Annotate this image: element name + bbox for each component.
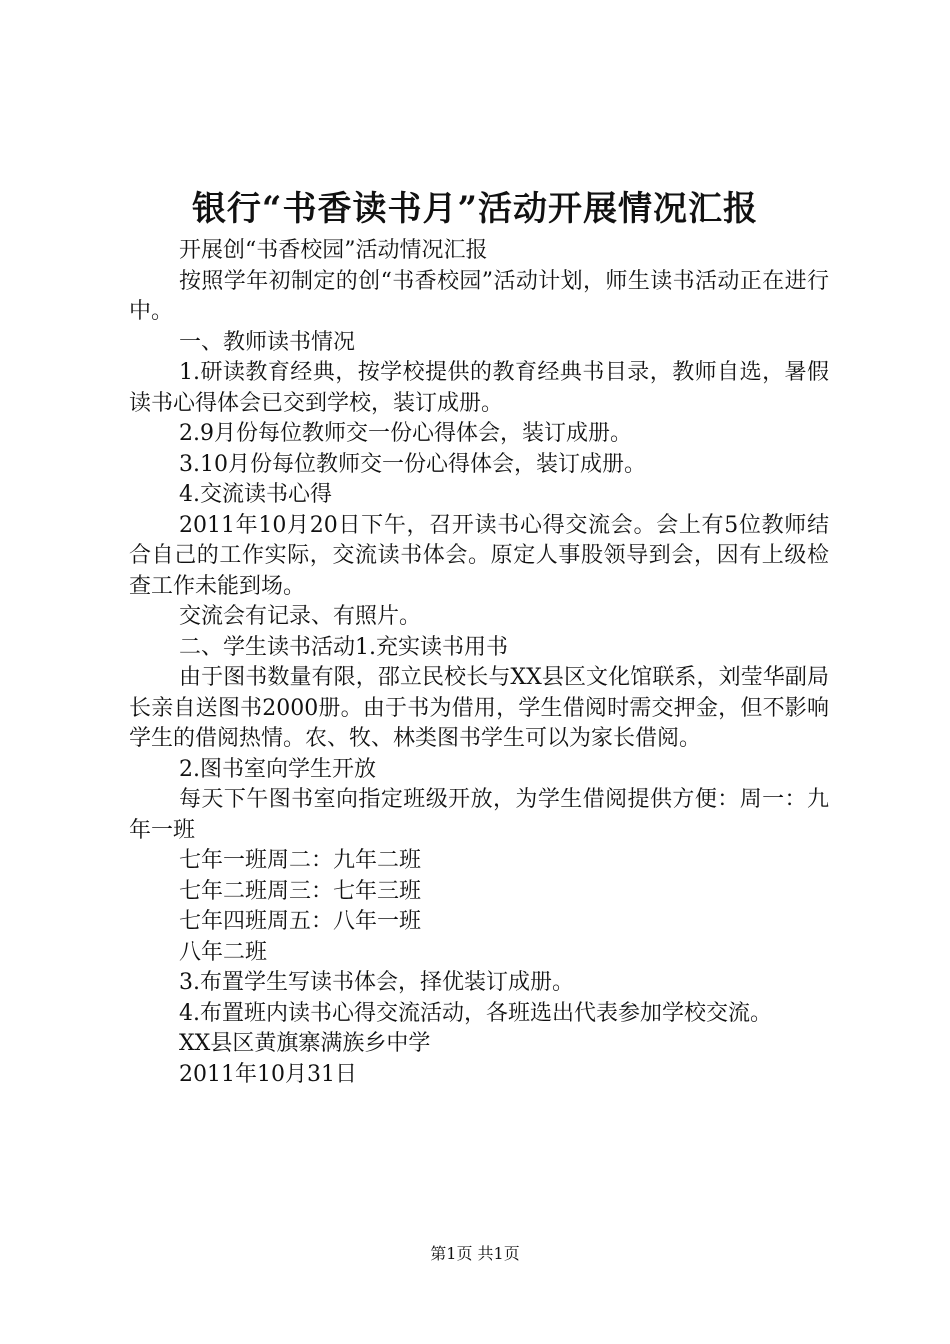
page-indicator: 第1页 共1页 bbox=[430, 1244, 520, 1263]
signature-organization: XX县区黄旗寨满族乡中学 bbox=[179, 1031, 431, 1056]
paragraph: 开展创“书香校园”活动情况汇报 bbox=[179, 238, 488, 263]
section-heading: 一、教师读书情况 bbox=[179, 329, 356, 355]
section-heading: 二、学生读书活动1.充实读书用书 bbox=[179, 634, 508, 660]
paragraph: 3.10月份每位教师交一份心得体会，装订成册。 bbox=[179, 451, 646, 477]
paragraph: 2.9月份每位教师交一份心得体会，装订成册。 bbox=[179, 421, 632, 446]
document-title: 银行“书香读书月”活动开展情况汇报 bbox=[191, 189, 759, 229]
paragraph: 每天下午图书室向指定班级开放，为学生借阅提供方便：周一：九年一班 bbox=[129, 787, 829, 843]
schedule-line: 七年四班周五：八年一班 bbox=[179, 909, 422, 934]
schedule-line: 七年二班周三：七年三班 bbox=[179, 878, 422, 904]
paragraph: 按照学年初制定的创“书香校园”活动计划，师生读书活动正在进行中。 bbox=[129, 268, 829, 324]
paragraph: 1.研读教育经典，按学校提供的教育经典书目录，教师自选，暑假读书心得体会已交到学校，装订成册。 bbox=[129, 360, 829, 416]
paragraph: 2.图书室向学生开放 bbox=[179, 756, 376, 782]
paragraph: 4.交流读书心得 bbox=[179, 482, 332, 507]
document-body bbox=[129, 236, 829, 1090]
schedule-line: 七年一班周二：九年二班 bbox=[179, 848, 422, 873]
paragraph: 4.布置班内读书心得交流活动，各班选出代表参加学校交流。 bbox=[179, 1000, 772, 1026]
paragraph: 由于图书数量有限，邵立民校长与XX县区文化馆联系，刘莹华副局长亲自送图书2000册。由于书为借用，学生借阅时需交押金，但不影响学生的借阅热情。农、牧、林类图书学生可以为家长借阅。 bbox=[129, 665, 829, 751]
paragraph: 交流会有记录、有照片。 bbox=[179, 604, 422, 629]
paragraph: 2011年10月20日下午，召开读书心得交流会。会上有5位教师结合自己的工作实际，交流读书体会。原定人事股领导到会，因有上级检查工作未能到场。 bbox=[129, 512, 829, 599]
signature-date: 2011年10月31日 bbox=[179, 1061, 357, 1087]
paragraph: 3.布置学生写读书体会，择优装订成册。 bbox=[179, 970, 574, 995]
schedule-line: 八年二班 bbox=[179, 939, 268, 965]
